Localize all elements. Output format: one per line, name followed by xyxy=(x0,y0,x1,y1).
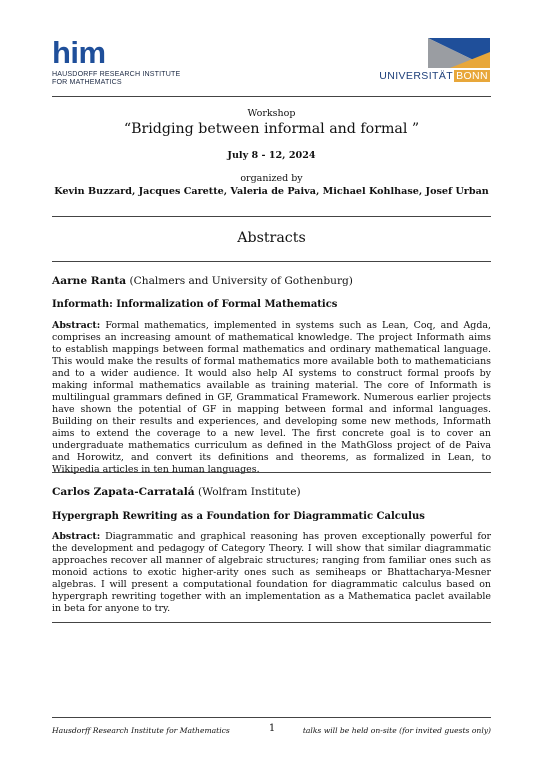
abstracts-heading: Abstracts xyxy=(237,230,306,246)
abstract-text: Formal mathematics, implemented in systems such as Lean, Coq, and Agda, comprises an increasing amount of mathematical knowledge. The project Informath aims to establish mappings between formal mathematics and ordinary mathematical language. This would make the results of formal mathematics more available both to mathematicians and to a wider audience. It would also help AI systems to construct formal proofs by making informal mathematics available as training material. The core of Informath is multilingual grammars defined in GF, Grammatical Framework. Numerous earlier projects have shown the potential of GF in mapping between formal and informal languages. Building on their results and experiences, and developing some new methods, Informath aims to extend the coverage to a new level. The first concrete goal is to cover an undergraduate mathematics curriculum as defined in the MathGloss project of de Paiva and Horowitz, and convert its definitions and theorems, as formalized in Lean, to Wikipedia articles in ten human languages. xyxy=(52,320,492,475)
talk-title: Hypergraph Rewriting as a Foundation for Diagrammatic Calculus xyxy=(52,511,425,522)
him-logo-mark: him xyxy=(52,35,106,70)
footer-institute: Hausdorff Research Institute for Mathematics xyxy=(52,726,230,735)
talk-abstract xyxy=(52,531,491,615)
bonn-logo-text xyxy=(379,70,490,82)
abstract-label: Abstract: xyxy=(52,531,101,542)
abstract-text: Diagrammatic and graphical reasoning has proven exceptionally powerful for the development and pedagogy of Category Theory. I will show that similar diagrammatic approaches recover all manner of algebraic structures; ranging from familiar ones such as monoid actions to exotic higher-arity ones such as semiheaps or Bhattacharya-Mesner algebras. I will present a computational foundation for diagrammatic calculus based on hypergraph rewriting together with an implementation as a Mathematica paclet available in beta for anyone to try. xyxy=(52,531,492,614)
speaker-name: Carlos Zapata-Carratalá xyxy=(52,486,195,498)
workshop-dates: July 8 - 12, 2024 xyxy=(227,150,316,161)
footer-note: talks will be held on-site (for invited guests only) xyxy=(302,726,491,735)
header-divider xyxy=(52,96,491,97)
page-number: 1 xyxy=(268,723,276,734)
workshop-title: “Bridging between informal and formal ” xyxy=(123,121,420,137)
talk-abstract xyxy=(52,320,491,476)
him-logo-line1: HAUSDORFF RESEARCH INSTITUTE xyxy=(52,70,181,78)
him-logo-line2: FOR MATHEMATICS xyxy=(52,78,122,86)
abstract-label: Abstract: xyxy=(52,320,101,331)
bonn-logo-graphic xyxy=(428,38,490,68)
speaker-affiliation: (Wolfram Institute) xyxy=(198,486,301,498)
talk-speaker xyxy=(52,275,491,287)
divider xyxy=(52,472,491,473)
organizers-list: Kevin Buzzard, Jacques Carette, Valeria de Paiva, Michael Kohlhase, Josef Urban xyxy=(54,186,489,197)
talk-speaker xyxy=(52,486,491,498)
speaker-name: Aarne Ranta xyxy=(52,275,127,287)
organized-by-label: organized by xyxy=(240,173,303,184)
divider xyxy=(52,622,491,623)
footer-divider xyxy=(52,717,491,718)
workshop-label: Workshop xyxy=(247,108,296,119)
bonn-logo-word: UNIVERSITÄT xyxy=(379,70,454,82)
bonn-logo-box: BONN xyxy=(456,70,488,82)
university-bonn-logo xyxy=(378,38,490,84)
him-logo xyxy=(52,35,181,86)
speaker-affiliation: (Chalmers and University of Gothenburg) xyxy=(129,275,353,287)
talk-title: Informath: Informalization of Formal Mathematics xyxy=(52,299,338,310)
divider xyxy=(52,216,491,217)
divider xyxy=(52,261,491,262)
